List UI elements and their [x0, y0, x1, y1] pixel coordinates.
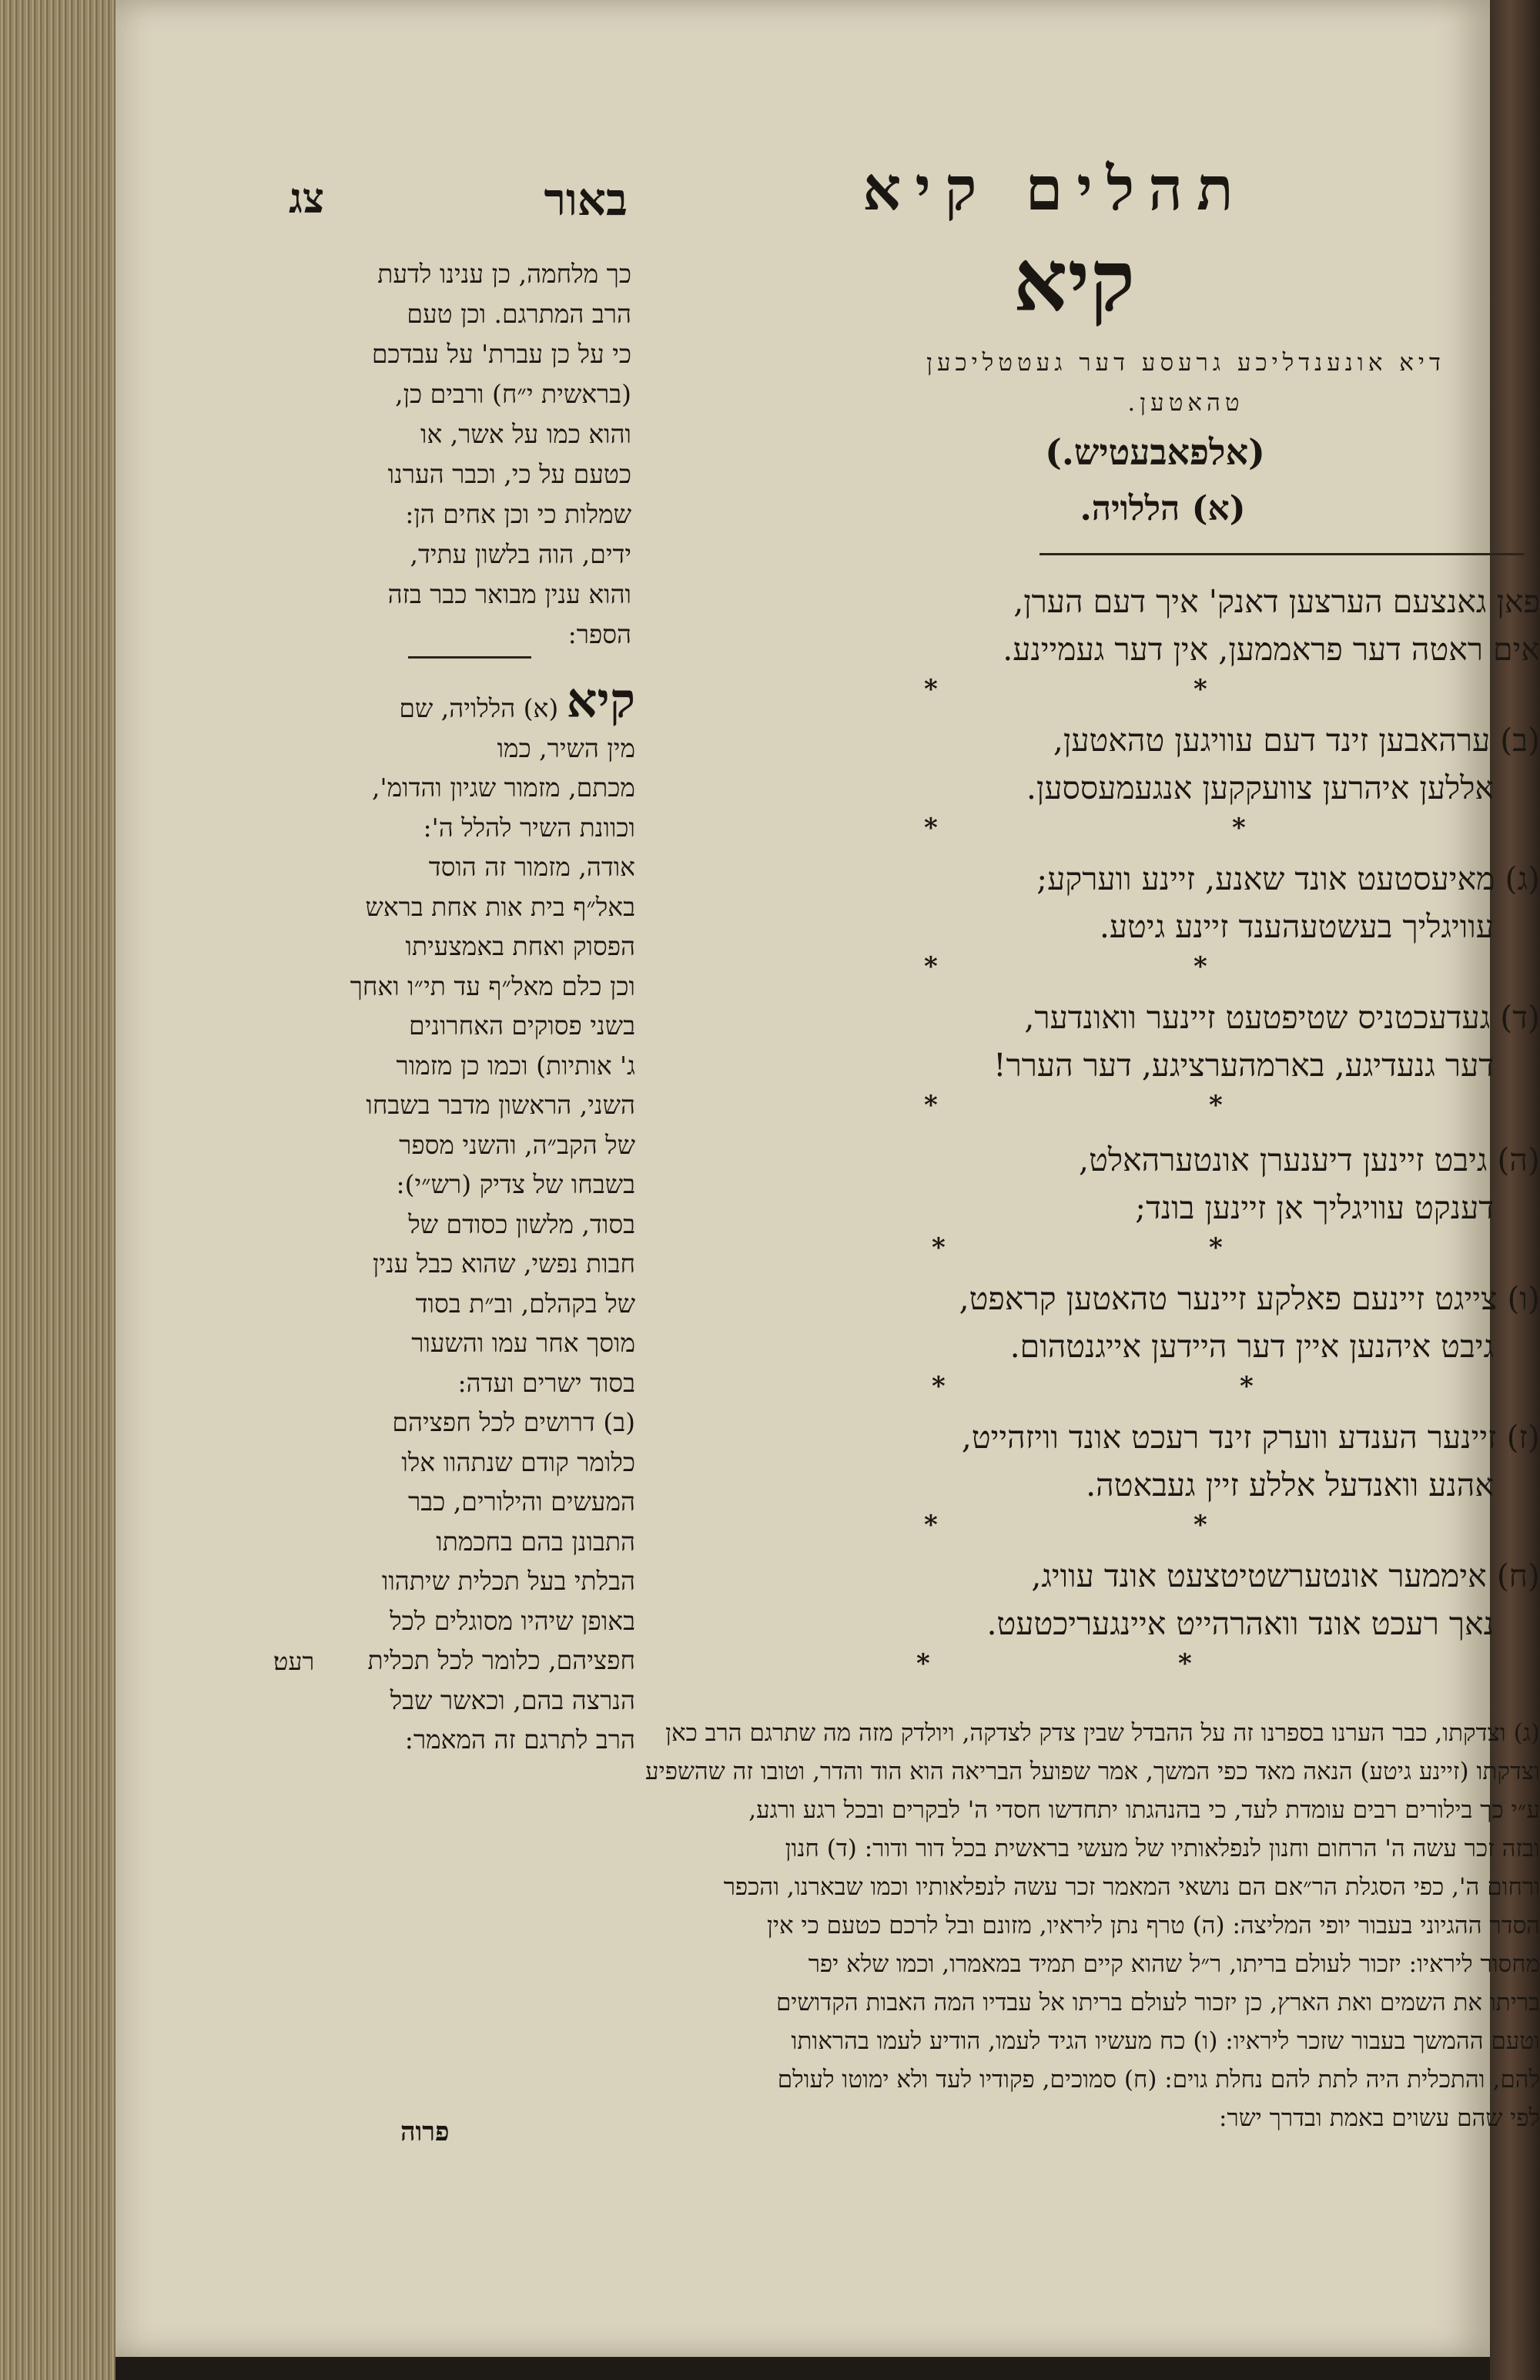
- verse-8: [824, 1552, 1540, 1648]
- verse-line: אהנע וואנדעל אללע זיין געבאטה.: [1086, 1467, 1494, 1503]
- commentary-line: ידים, הוה בלשון עתיד,: [410, 539, 631, 569]
- commentary-line: ורחום ה', כפי הסגלת הר״אם הם נושאי המאמר זכר עשה לנפלאותיו וכמו שבארנו, והכפר: [723, 1873, 1540, 1901]
- psalm-rule: [1040, 553, 1525, 555]
- verse-number: (ג): [1505, 860, 1540, 897]
- printer-signature: פרוה: [400, 2117, 450, 2147]
- commentary-line: הרב לתרגם זה המאמר:: [404, 1725, 635, 1755]
- separator-asterisk: *: [924, 674, 938, 705]
- commentary-line: התבונן בהם בחכמתו: [436, 1526, 635, 1557]
- commentary-chapter-number: קיא: [566, 672, 635, 729]
- book-page: [116, 0, 1540, 2357]
- commentary-line: באופן שיהיו מסוגלים לכל: [390, 1605, 635, 1636]
- separator-asterisk: *: [1194, 951, 1207, 982]
- verse-number: (ז): [1506, 1419, 1540, 1456]
- verse-line: [824, 855, 1540, 903]
- commentary-line: מחסור ליראיו: יזכור לעולם בריתו, ר״ל שהוא קיים תמיד במאמרו, וכמו שלא יפר: [808, 1950, 1540, 1978]
- commentary-line: וכן כלם מאל״ף עד תי״ו ואחך: [350, 970, 635, 1001]
- verse-text: איממער אונטערשטיטצעט אונד עוויג,: [1031, 1557, 1487, 1594]
- separator-asterisk: *: [1209, 1090, 1223, 1121]
- commentary-line: (ג) וצדקתו, כבר הערנו בספרנו זה על ההבדל שבין צדק לצדקה, ויולדק מזה מה שתרגם הרב כאן: [665, 1719, 1540, 1747]
- verse-4: [824, 994, 1540, 1089]
- commentary-line: בסוד, מלשון כסודם של: [408, 1208, 635, 1239]
- commentary-line: כטעם על כי, וכבר הערנו: [387, 459, 631, 489]
- commentary-line: וטעם ההמשך בעבור שזכר ליראיו: (ו) כח מעשיו הגיד לעמו, הודיע לעמו בהראותו: [791, 2027, 1540, 2055]
- catchword: רעט׃: [273, 1647, 315, 1676]
- verse-1: [824, 578, 1540, 673]
- verse-line: [824, 578, 1540, 625]
- commentary-line: חפציהם, כלומר לכל תכלית: [367, 1645, 635, 1675]
- commentary-line: השני, הראשון מדבר בשבחו: [366, 1090, 635, 1120]
- verse-number: (ח): [1496, 1557, 1540, 1594]
- commentary-line: בסוד ישרים ועדה:: [457, 1367, 635, 1398]
- commentary-line: לפי שהם עשוים באמת ובדרך ישר:: [1219, 2104, 1540, 2132]
- verse-2: [824, 716, 1540, 812]
- separator-asterisk: *: [924, 951, 938, 982]
- verse-text: פאן גאנצעם הערצען דאנק' איך דעם הערן,: [1013, 583, 1540, 620]
- commentary-line: הספר:: [567, 619, 631, 649]
- commentary-line: שמלות כי וכן אחים הן:: [405, 499, 631, 529]
- verse-line: [824, 1413, 1540, 1461]
- commentary-line: בשני פסוקים האחרונים: [409, 1011, 635, 1041]
- commentary-line: הבלתי בעל תכלית שיתהוו: [381, 1566, 635, 1596]
- separator-asterisk: *: [1178, 1648, 1192, 1679]
- separator-asterisk: *: [924, 1510, 938, 1540]
- commentary-line: המעשים והילורים, כבר: [408, 1487, 635, 1517]
- verse-line: [824, 716, 1540, 764]
- commentary-line: בשבחו של צדיק (רש״י):: [396, 1169, 635, 1199]
- verse-text: צייגט זיינעם פאלקע זיינער טהאטען קראפט,: [959, 1280, 1498, 1317]
- psalm-title: [801, 343, 1540, 423]
- verse-line: אללען איהרען צוועקקען אנגעמעססען.: [1026, 769, 1494, 806]
- separator-asterisk: *: [1194, 1510, 1207, 1540]
- verse-line: אים ראטה דער פראממען, אין דער געמיינע.: [1003, 631, 1540, 668]
- book-page-edges: [0, 0, 116, 2380]
- commentary-line: והוא כמו על אשר, או: [420, 419, 631, 449]
- commentary-heading: [281, 672, 635, 729]
- psalm-number: קיא: [1013, 231, 1136, 330]
- commentary-footnotes: [289, 1714, 1540, 2137]
- separator-asterisk: *: [932, 1232, 946, 1263]
- commentary-line: הנרצה בהם, וכאשר שבל: [390, 1684, 635, 1715]
- commentary-main-block: [281, 672, 635, 1760]
- commentary-line: הסדר ההגיוני בעבור יופי המליצה: (ה) טרף נתן ליראיו, מזונם ובל לרכם כטעם כי אין: [766, 1912, 1540, 1939]
- commentary-line: ג' אותיות) וכמו כן מזמור: [396, 1050, 635, 1081]
- separator-asterisk: *: [1209, 1232, 1223, 1263]
- commentary-line: כי על כן עברת' על עבדכם: [371, 339, 631, 369]
- verse-line: דענקט עוויגליך אן זיינען בונד;: [1135, 1189, 1494, 1226]
- page-number: צג: [289, 173, 325, 223]
- commentary-line: אודה, מזמור זה הוסד: [428, 852, 635, 882]
- verse-number: (ד): [1500, 999, 1540, 1036]
- psalm-subtitle: (אלפאבעטיש.): [1045, 431, 1265, 473]
- separator-asterisk: *: [1232, 813, 1246, 843]
- commentary-line: כך מלחמה, כן ענינו לדעת: [377, 259, 631, 289]
- commentary-line: של הקב״ה, והשני מספר: [399, 1129, 635, 1160]
- verse-5: [824, 1136, 1540, 1232]
- verse-text: געדעכטניס שטיפטעט זיינער וואונדער,: [1024, 999, 1491, 1036]
- verse-number: (ו): [1507, 1280, 1540, 1317]
- commentary-top-block: [285, 254, 631, 655]
- commentary-line: בריתו את השמים ואת הארץ, כן יזכור לעולם בריתו אל עבדיו המה האבות הקדושים: [775, 1989, 1540, 2016]
- separator-asterisk: *: [924, 813, 938, 843]
- verse-line: [824, 994, 1540, 1041]
- running-header: תהלים קיא: [862, 154, 1247, 224]
- commentary-line: חבות נפשי, שהוא כבל ענין: [372, 1249, 635, 1279]
- separator-asterisk: *: [1240, 1371, 1254, 1402]
- verse-text: מאיעסטעט אונד שאנע, זיינע ווערקע;: [1036, 860, 1495, 897]
- commentary-line: של בקהלם, וב״ת בסוד: [415, 1288, 635, 1319]
- psalm-title-line: טהאטען.: [1127, 389, 1244, 417]
- verse-line: [824, 1552, 1540, 1600]
- commentary-line: (ב) דרושים לכל חפציהם: [392, 1407, 635, 1437]
- verse-text: זיינער הענדע ווערק זינד רעכט אונד וויזהייט,: [961, 1419, 1497, 1456]
- commentary-line: מוסך אחר עמו והשעור: [411, 1328, 635, 1358]
- commentary-title: באור: [544, 173, 628, 226]
- commentary-line: להם, והתכלית היה לתת להם נחלת גוים: (ח) סמוכים, פקודיו לעד ולא ימוטו לעולם: [777, 2066, 1540, 2093]
- commentary-divider: [408, 656, 531, 659]
- commentary-line: הפסוק ואחת באמצעיתו: [405, 931, 635, 961]
- separator-asterisk: *: [924, 1090, 938, 1121]
- psalm-opening: (א) הללויה.: [1080, 489, 1246, 528]
- separator-asterisk: *: [916, 1648, 930, 1679]
- verse-line: דער גנעדיגע, בארמהערציגע, דער הערר!: [993, 1047, 1494, 1084]
- commentary-line: והוא ענין מבואר כבר בזה: [387, 579, 631, 609]
- verse-6: [824, 1275, 1540, 1370]
- verse-3: [824, 855, 1540, 950]
- verse-line: גיבט איהנען איין דער היידען אייגנטהום.: [1009, 1328, 1494, 1365]
- commentary-line: (בראשית י״ח) ורבים כן,: [395, 379, 631, 409]
- commentary-line: וצדקתו (זיינע גיטע) הנאה מאד כפי המשך, אמר שפועל הבריאה הוא הוד והדר, וטובו זה שהשפיע: [645, 1758, 1540, 1785]
- verse-text: ערהאבען זינד דעם עוויגען טהאטען,: [1053, 722, 1491, 759]
- commentary-line: מין השיר, כמו: [497, 732, 635, 763]
- verse-line: [824, 1275, 1540, 1322]
- commentary-heading-text: (א) הללויה, שם: [399, 693, 559, 723]
- verse-line: נאך רעכט אונד וואהרהייט איינגעריכטעט.: [986, 1605, 1494, 1642]
- separator-asterisk: *: [1194, 674, 1207, 705]
- commentary-line: ע״י כך בילורים רבים עומדת לעד, כי בהנהגתו יתחדשו חסדי ה' לבקרים ובכל רגע ורגע,: [748, 1796, 1540, 1824]
- commentary-line: כלומר קודם שנתהוו אלו: [401, 1446, 635, 1477]
- psalm-title-line: דיא אונענדליכע גרעסע דער געטטליכען: [926, 349, 1445, 377]
- commentary-header: [289, 173, 628, 235]
- commentary-line: ובזה זכר עשה ה' הרחום וחנון לנפלאותיו של מעשי בראשית בכל דור ודור: (ד) חנון: [785, 1835, 1540, 1862]
- verse-number: (ה): [1497, 1141, 1540, 1178]
- verse-line: [824, 1136, 1540, 1184]
- verse-line: עוויגליך בעשטעהענד זיינע גיטע.: [1099, 908, 1494, 945]
- commentary-line: מכתם, מזמור שגיון והדומ',: [372, 773, 635, 803]
- verse-7: [824, 1413, 1540, 1509]
- commentary-line: הרב המתרגם. וכן טעם: [407, 299, 631, 329]
- verse-text: גיבט זיינען דיענערן אונטערהאלט,: [1079, 1141, 1488, 1178]
- commentary-line: באל״ף בית אות אחת בראש: [365, 891, 635, 922]
- separator-asterisk: *: [932, 1371, 946, 1402]
- commentary-line: וכוונת השיר להלל ה':: [423, 812, 635, 843]
- verse-number: (ב): [1500, 722, 1540, 759]
